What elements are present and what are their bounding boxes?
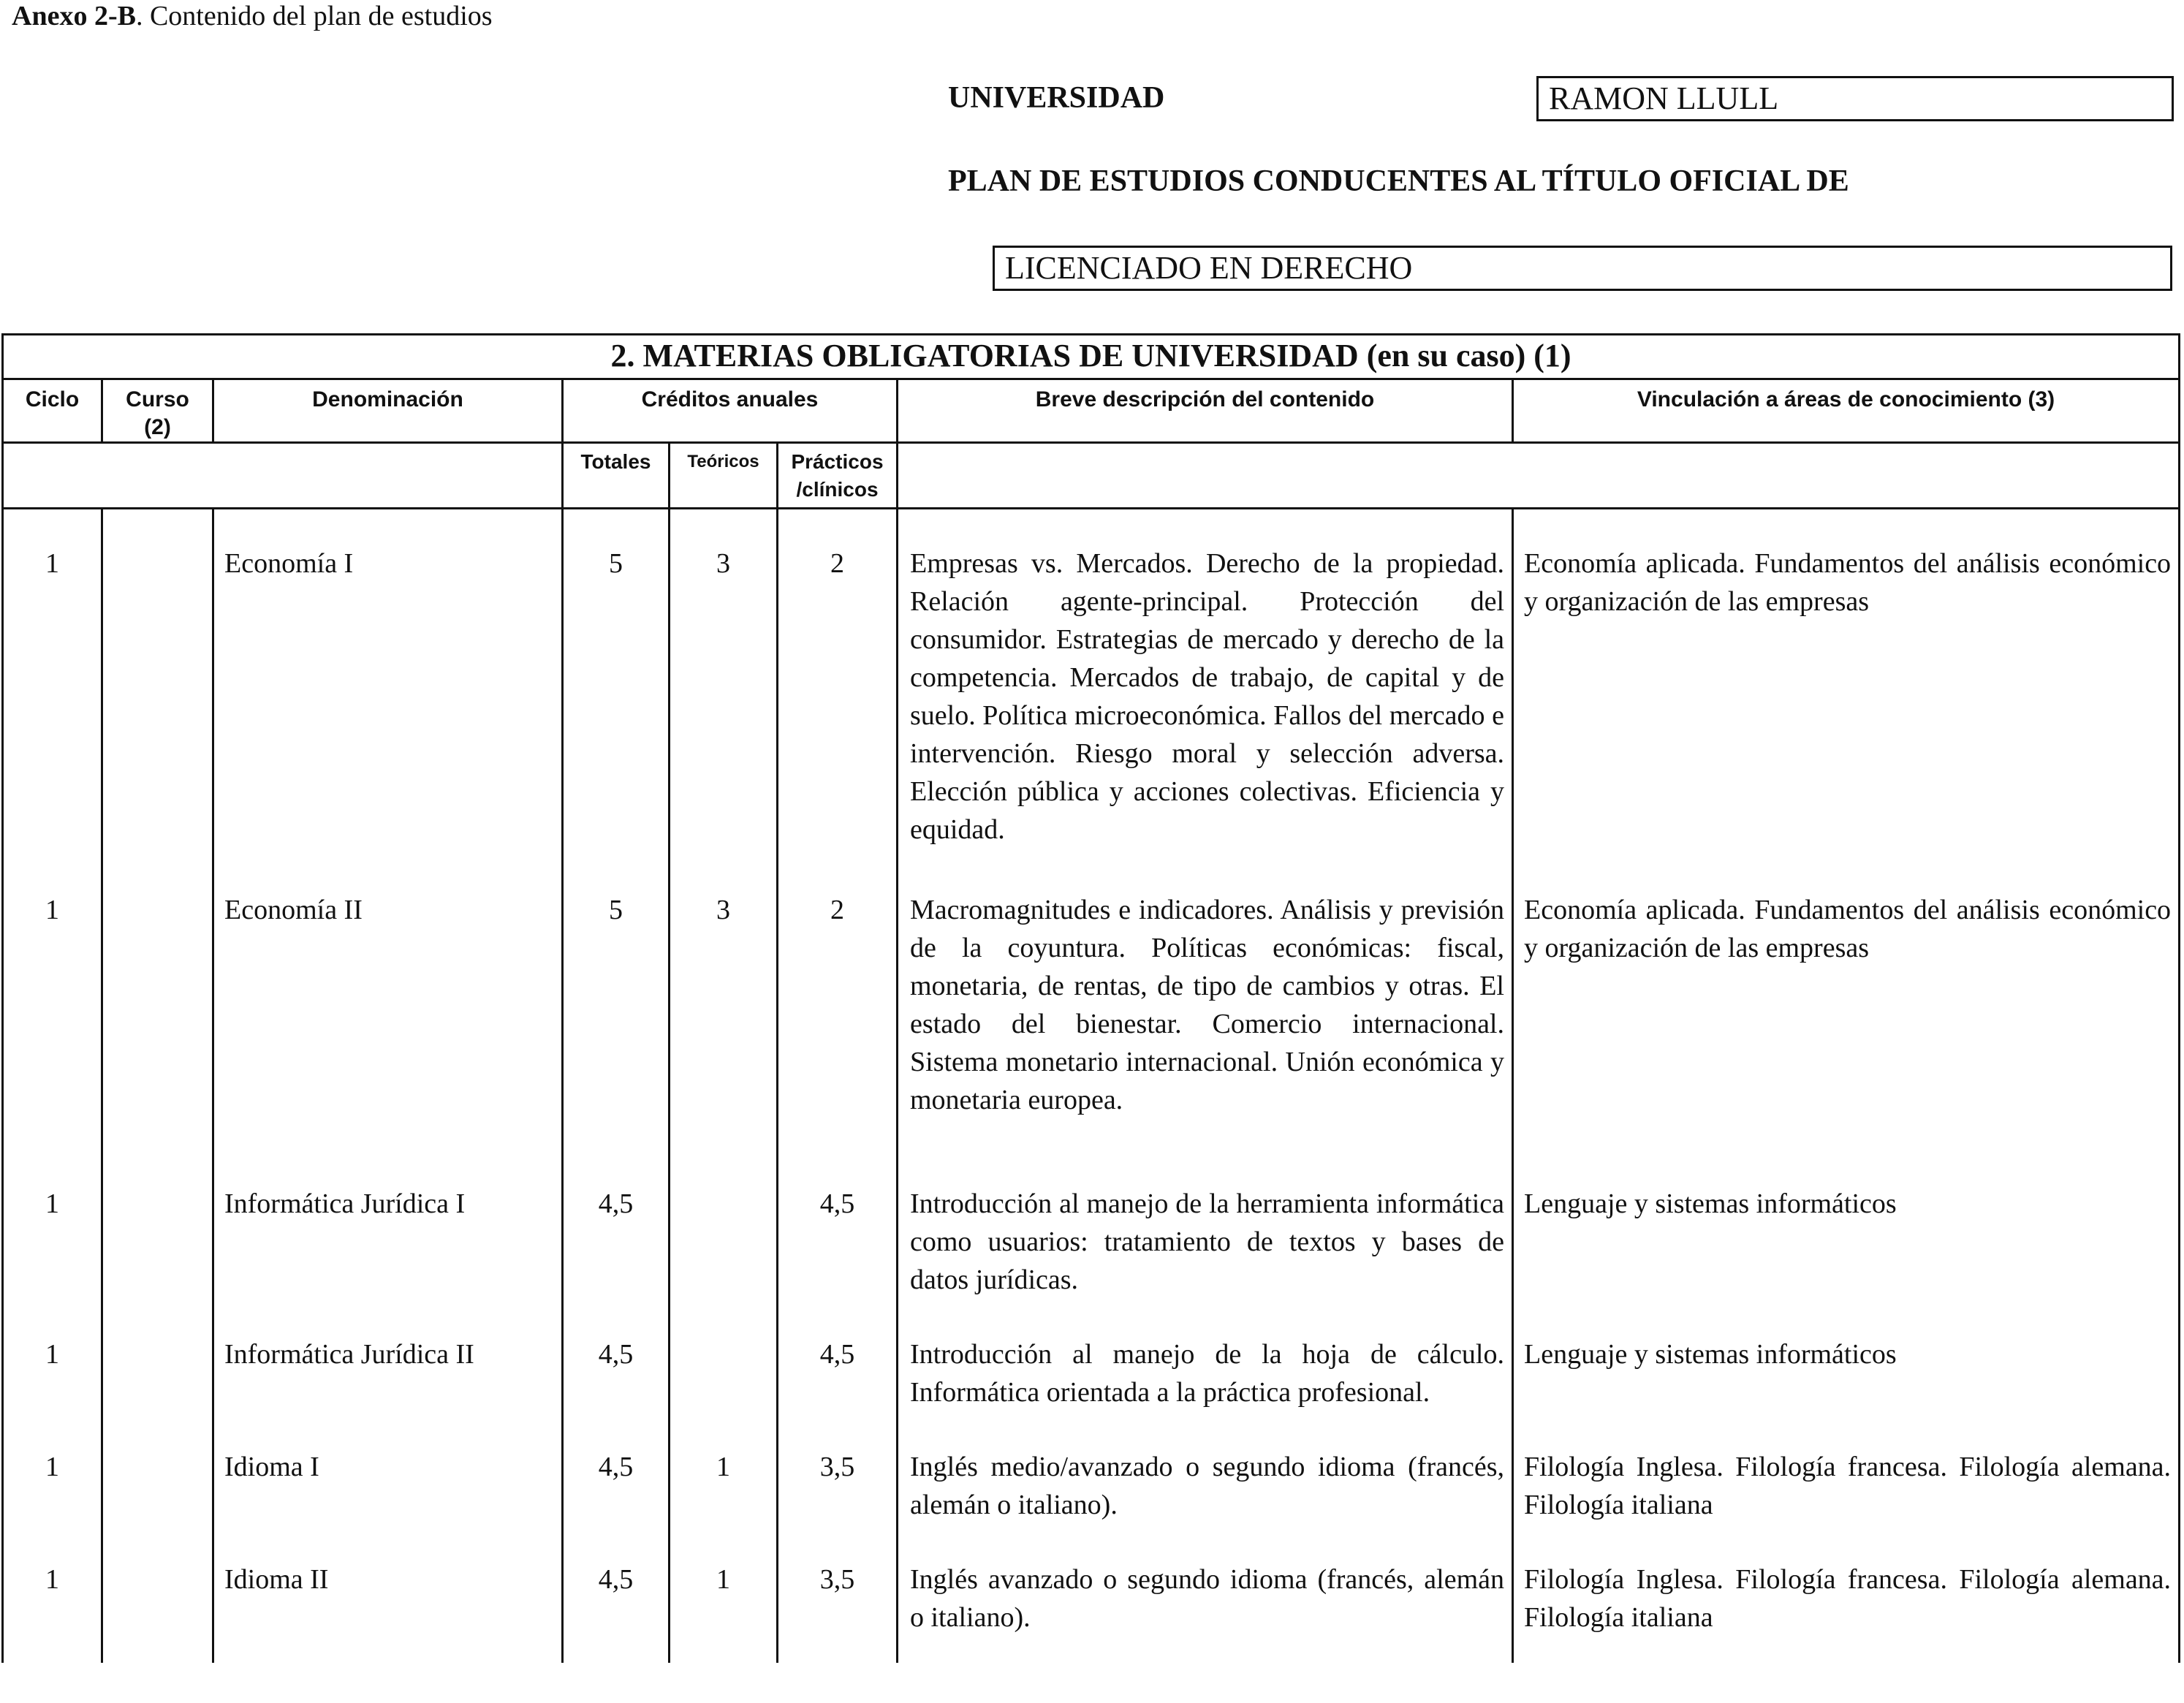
cell-descripcion: Introducción al manejo de la hoja de cálculo. Informática orientada a la práctica profesional. — [898, 1321, 1513, 1433]
header-totales: Totales — [563, 443, 670, 509]
cell-teoricos: 3 — [670, 876, 778, 1170]
cell-ciclo: 1 — [3, 1170, 102, 1321]
header-descripcion: Breve descripción del contenido — [898, 379, 1513, 443]
cell-ciclo: 1 — [3, 1433, 102, 1546]
header-practicos-line1: Prácticos — [791, 450, 884, 473]
cell-totales: 4,5 — [563, 1170, 670, 1321]
header-practicos — [778, 443, 898, 509]
cell-curso — [102, 876, 213, 1170]
cell-ciclo: 1 — [3, 876, 102, 1170]
header-creditos: Créditos anuales — [563, 379, 898, 443]
cell-areas: Lenguaje y sistemas informáticos — [1513, 1321, 2180, 1433]
table-row — [3, 509, 2180, 877]
cell-ciclo: 1 — [3, 509, 102, 877]
table-row — [3, 876, 2180, 1170]
cell-teoricos: 1 — [670, 1546, 778, 1663]
cell-totales: 5 — [563, 876, 670, 1170]
annex-heading — [12, 0, 493, 32]
annex-title: . Contenido del plan de estudios — [135, 1, 493, 31]
cell-practicos: 2 — [778, 876, 898, 1170]
cell-curso — [102, 1433, 213, 1546]
plan-title: PLAN DE ESTUDIOS CONDUCENTES AL TÍTULO OFICIAL DE — [948, 164, 1849, 198]
cell-areas: Economía aplicada. Fundamentos del análisis económico y organización de las empresas — [1513, 509, 2180, 877]
cell-ciclo: 1 — [3, 1321, 102, 1433]
table-row — [3, 1321, 2180, 1433]
table-row — [3, 1546, 2180, 1663]
header-denominacion: Denominación — [213, 379, 563, 443]
header-practicos-line2: /clínicos — [796, 478, 879, 501]
cell-descripcion: Inglés medio/avanzado o segundo idioma (francés, alemán o italiano). — [898, 1433, 1513, 1546]
cell-practicos: 4,5 — [778, 1170, 898, 1321]
cell-practicos: 4,5 — [778, 1321, 898, 1433]
cell-teoricos: 1 — [670, 1433, 778, 1546]
header-ciclo: Ciclo — [3, 379, 102, 443]
cell-areas: Lenguaje y sistemas informáticos — [1513, 1170, 2180, 1321]
cell-areas: Filología Inglesa. Filología francesa. Filología alemana. Filología italiana — [1513, 1546, 2180, 1663]
university-label: UNIVERSIDAD — [948, 81, 1165, 115]
cell-totales: 5 — [563, 509, 670, 877]
subheader-blank-left — [3, 443, 563, 509]
subheader-blank-right — [898, 443, 2180, 509]
cell-denominacion: Informática Jurídica I — [213, 1170, 563, 1321]
table-row — [3, 1433, 2180, 1546]
cell-ciclo: 1 — [3, 1546, 102, 1663]
header-curso-line2: (2) — [144, 415, 171, 439]
subjects-table — [1, 333, 2180, 1663]
header-curso-line1: Curso — [126, 387, 189, 411]
cell-descripcion: Empresas vs. Mercados. Derecho de la propiedad. Relación agente-principal. Protección del consumidor. Estrategias de mercado y derecho de la competencia. Mercados de trabajo, de capital y de suelo. Política microeconómica. Fallos del mercado e intervención. Riesgo moral y selección adversa. Elección pública y acciones colectivas. Eficiencia y equidad. — [898, 509, 1513, 877]
header-teoricos: Teóricos — [670, 443, 778, 509]
annex-label: Anexo 2-B — [12, 1, 136, 31]
cell-denominacion: Informática Jurídica II — [213, 1321, 563, 1433]
cell-totales: 4,5 — [563, 1546, 670, 1663]
cell-totales: 4,5 — [563, 1433, 670, 1546]
cell-teoricos — [670, 1321, 778, 1433]
cell-practicos: 3,5 — [778, 1546, 898, 1663]
cell-curso — [102, 1170, 213, 1321]
cell-areas: Economía aplicada. Fundamentos del análisis económico y organización de las empresas — [1513, 876, 2180, 1170]
cell-denominacion: Idioma I — [213, 1433, 563, 1546]
cell-areas: Filología Inglesa. Filología francesa. Filología alemana. Filología italiana — [1513, 1433, 2180, 1546]
header-vinculacion: Vinculación a áreas de conocimiento (3) — [1513, 379, 2180, 443]
cell-practicos: 2 — [778, 509, 898, 877]
section-title: 2. MATERIAS OBLIGATORIAS DE UNIVERSIDAD (en su caso) (1) — [3, 335, 2180, 379]
degree-name-box: LICENCIADO EN DERECHO — [993, 246, 2172, 291]
cell-practicos: 3,5 — [778, 1433, 898, 1546]
cell-curso — [102, 1546, 213, 1663]
table-row — [3, 1170, 2180, 1321]
cell-denominacion: Economía II — [213, 876, 563, 1170]
cell-descripcion: Inglés avanzado o segundo idioma (francés, alemán o italiano). — [898, 1546, 1513, 1663]
cell-descripcion: Introducción al manejo de la herramienta informática como usuarios: tratamiento de textos y bases de datos jurídicas. — [898, 1170, 1513, 1321]
cell-denominacion: Idioma II — [213, 1546, 563, 1663]
cell-denominacion: Economía I — [213, 509, 563, 877]
cell-curso — [102, 1321, 213, 1433]
cell-totales: 4,5 — [563, 1321, 670, 1433]
cell-curso — [102, 509, 213, 877]
header-curso — [102, 379, 213, 443]
cell-teoricos: 3 — [670, 509, 778, 877]
cell-descripcion: Macromagnitudes e indicadores. Análisis y previsión de la coyuntura. Políticas económicas: fiscal, monetaria, de rentas, de tipo de cambios y otras. El estado del bienestar. Comercio internacional. Sistema monetario internacional. Unión económica y monetaria europea. — [898, 876, 1513, 1170]
university-name-box: RAMON LLULL — [1536, 76, 2174, 121]
cell-teoricos — [670, 1170, 778, 1321]
